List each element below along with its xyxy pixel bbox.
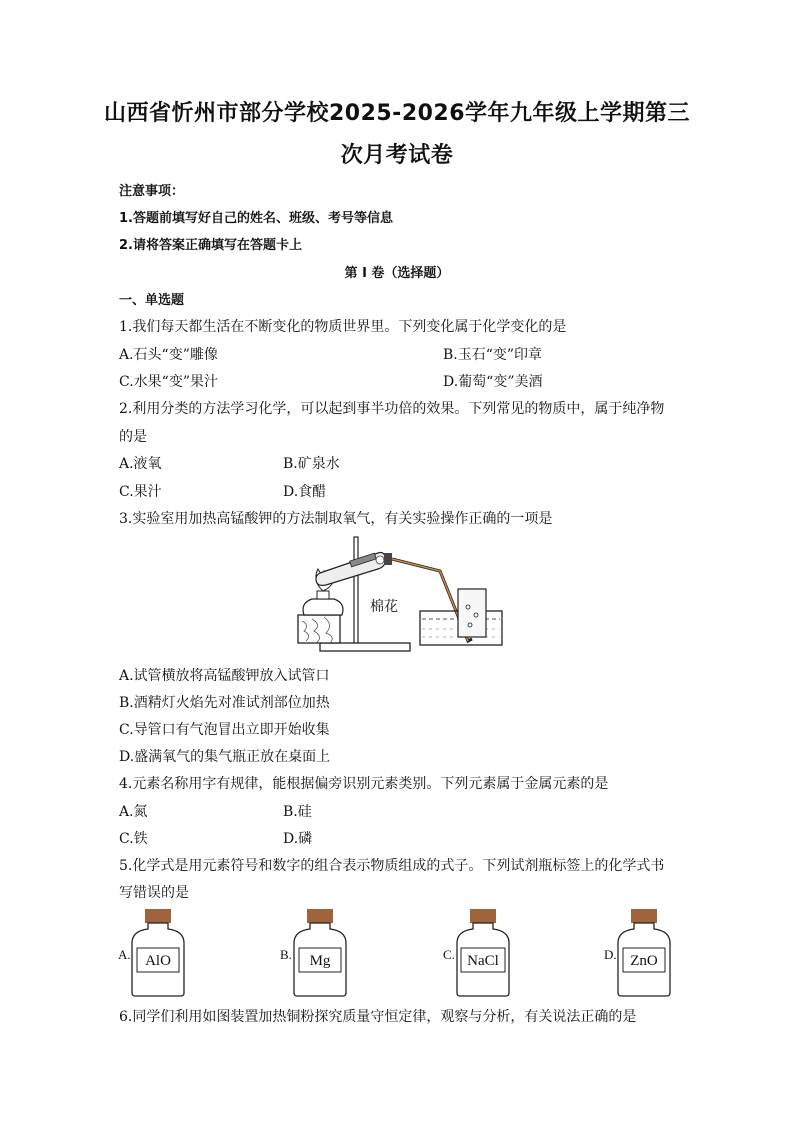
stand-rod xyxy=(354,537,358,643)
q4-option-d: D.磷 xyxy=(283,831,313,847)
bottle-option-d xyxy=(604,907,684,999)
exam-title-line1: 山西省忻州市部分学校2025-2026学年九年级上学期第三 xyxy=(103,101,691,126)
notice-item-2: 2.请将答案正确填写在答题卡上 xyxy=(119,238,302,253)
q1-option-b: B.玉石“变”印章 xyxy=(443,347,543,363)
bottle-c-letter: C. xyxy=(443,947,455,962)
q2-option-a: A.液氧 xyxy=(119,456,162,472)
q1-option-a: A.石头“变”雕像 xyxy=(119,347,218,363)
q2-option-d: D.食醋 xyxy=(283,484,327,500)
q3-stem: 3.实验室用加热高锰酸钾的方法制取氧气，有关实验操作正确的一项是 xyxy=(119,511,553,527)
q1-stem: 1.我们每天都生活在不断变化的物质世界里。下列变化属于化学变化的是 xyxy=(119,319,567,335)
cotton-wad xyxy=(376,556,384,564)
part-heading: 一、单选题 xyxy=(119,293,185,308)
q4-option-a: A.氮 xyxy=(119,804,148,820)
notice-heading: 注意事项： xyxy=(119,184,185,199)
bottle-option-a xyxy=(118,907,198,999)
stand-base xyxy=(320,643,410,651)
bottle-b-label: Mg xyxy=(309,953,331,969)
q2-option-c: C.果汁 xyxy=(119,484,162,500)
exam-title-line2: 次月考试卷 xyxy=(340,143,454,168)
alcohol-lamp-body xyxy=(303,599,343,615)
bottle-c-label: NaCl xyxy=(467,953,499,969)
q6-stem: 6.同学们利用如图装置加热铜粉探究质量守恒定律，观察与分析，有关说法正确的是 xyxy=(119,1009,637,1025)
q3-option-d: D.盛满氧气的集气瓶正放在桌面上 xyxy=(119,749,331,765)
q3-option-c: C.导管口有气泡冒出立即开始收集 xyxy=(119,722,330,738)
gas-jar xyxy=(458,589,486,637)
bottle-a-label: AlO xyxy=(145,953,171,969)
bottle-d-label: ZnO xyxy=(630,953,658,969)
bottle-option-c xyxy=(443,907,523,999)
q5-stem-line1: 5.化学式是用元素符号和数字的组合表示物质组成的式子。下列试剂瓶标签上的化学式书 xyxy=(119,858,665,874)
q4-option-c: C.铁 xyxy=(119,831,148,847)
notice-item-1: 1.答题前填写好自己的姓名、班级、考号等信息 xyxy=(119,211,393,226)
q3-option-b: B.酒精灯火焰先对准试剂部位加热 xyxy=(119,695,330,711)
q4-option-b: B.硅 xyxy=(283,804,312,820)
cotton-label: 棉花 xyxy=(370,600,398,615)
bottle-a-letter: A. xyxy=(118,947,131,962)
bottle-b-letter: B. xyxy=(280,947,292,962)
q4-stem: 4.元素名称用字有规律，能根据偏旁识别元素类别。下列元素属于金属元素的是 xyxy=(119,776,609,792)
oxygen-apparatus-figure xyxy=(290,533,510,659)
bottle-option-b xyxy=(280,907,360,999)
q2-stem-line1: 2.利用分类的方法学习化学，可以起到事半功倍的效果。下列常见的物质中，属于纯净物 xyxy=(119,401,665,417)
q2-stem-line2: 的是 xyxy=(119,429,147,445)
volume-heading: 第 I 卷（选择题） xyxy=(344,266,450,281)
q1-option-d: D.葡萄“变”美酒 xyxy=(443,374,543,390)
q3-option-a: A.试管横放将高锰酸钾放入试管口 xyxy=(119,668,330,684)
bottle-d-letter: D. xyxy=(604,947,617,962)
q1-option-c: C.水果“变”果汁 xyxy=(119,374,218,390)
q2-option-b: B.矿泉水 xyxy=(283,456,340,472)
q5-stem-line2: 写错误的是 xyxy=(119,885,189,901)
